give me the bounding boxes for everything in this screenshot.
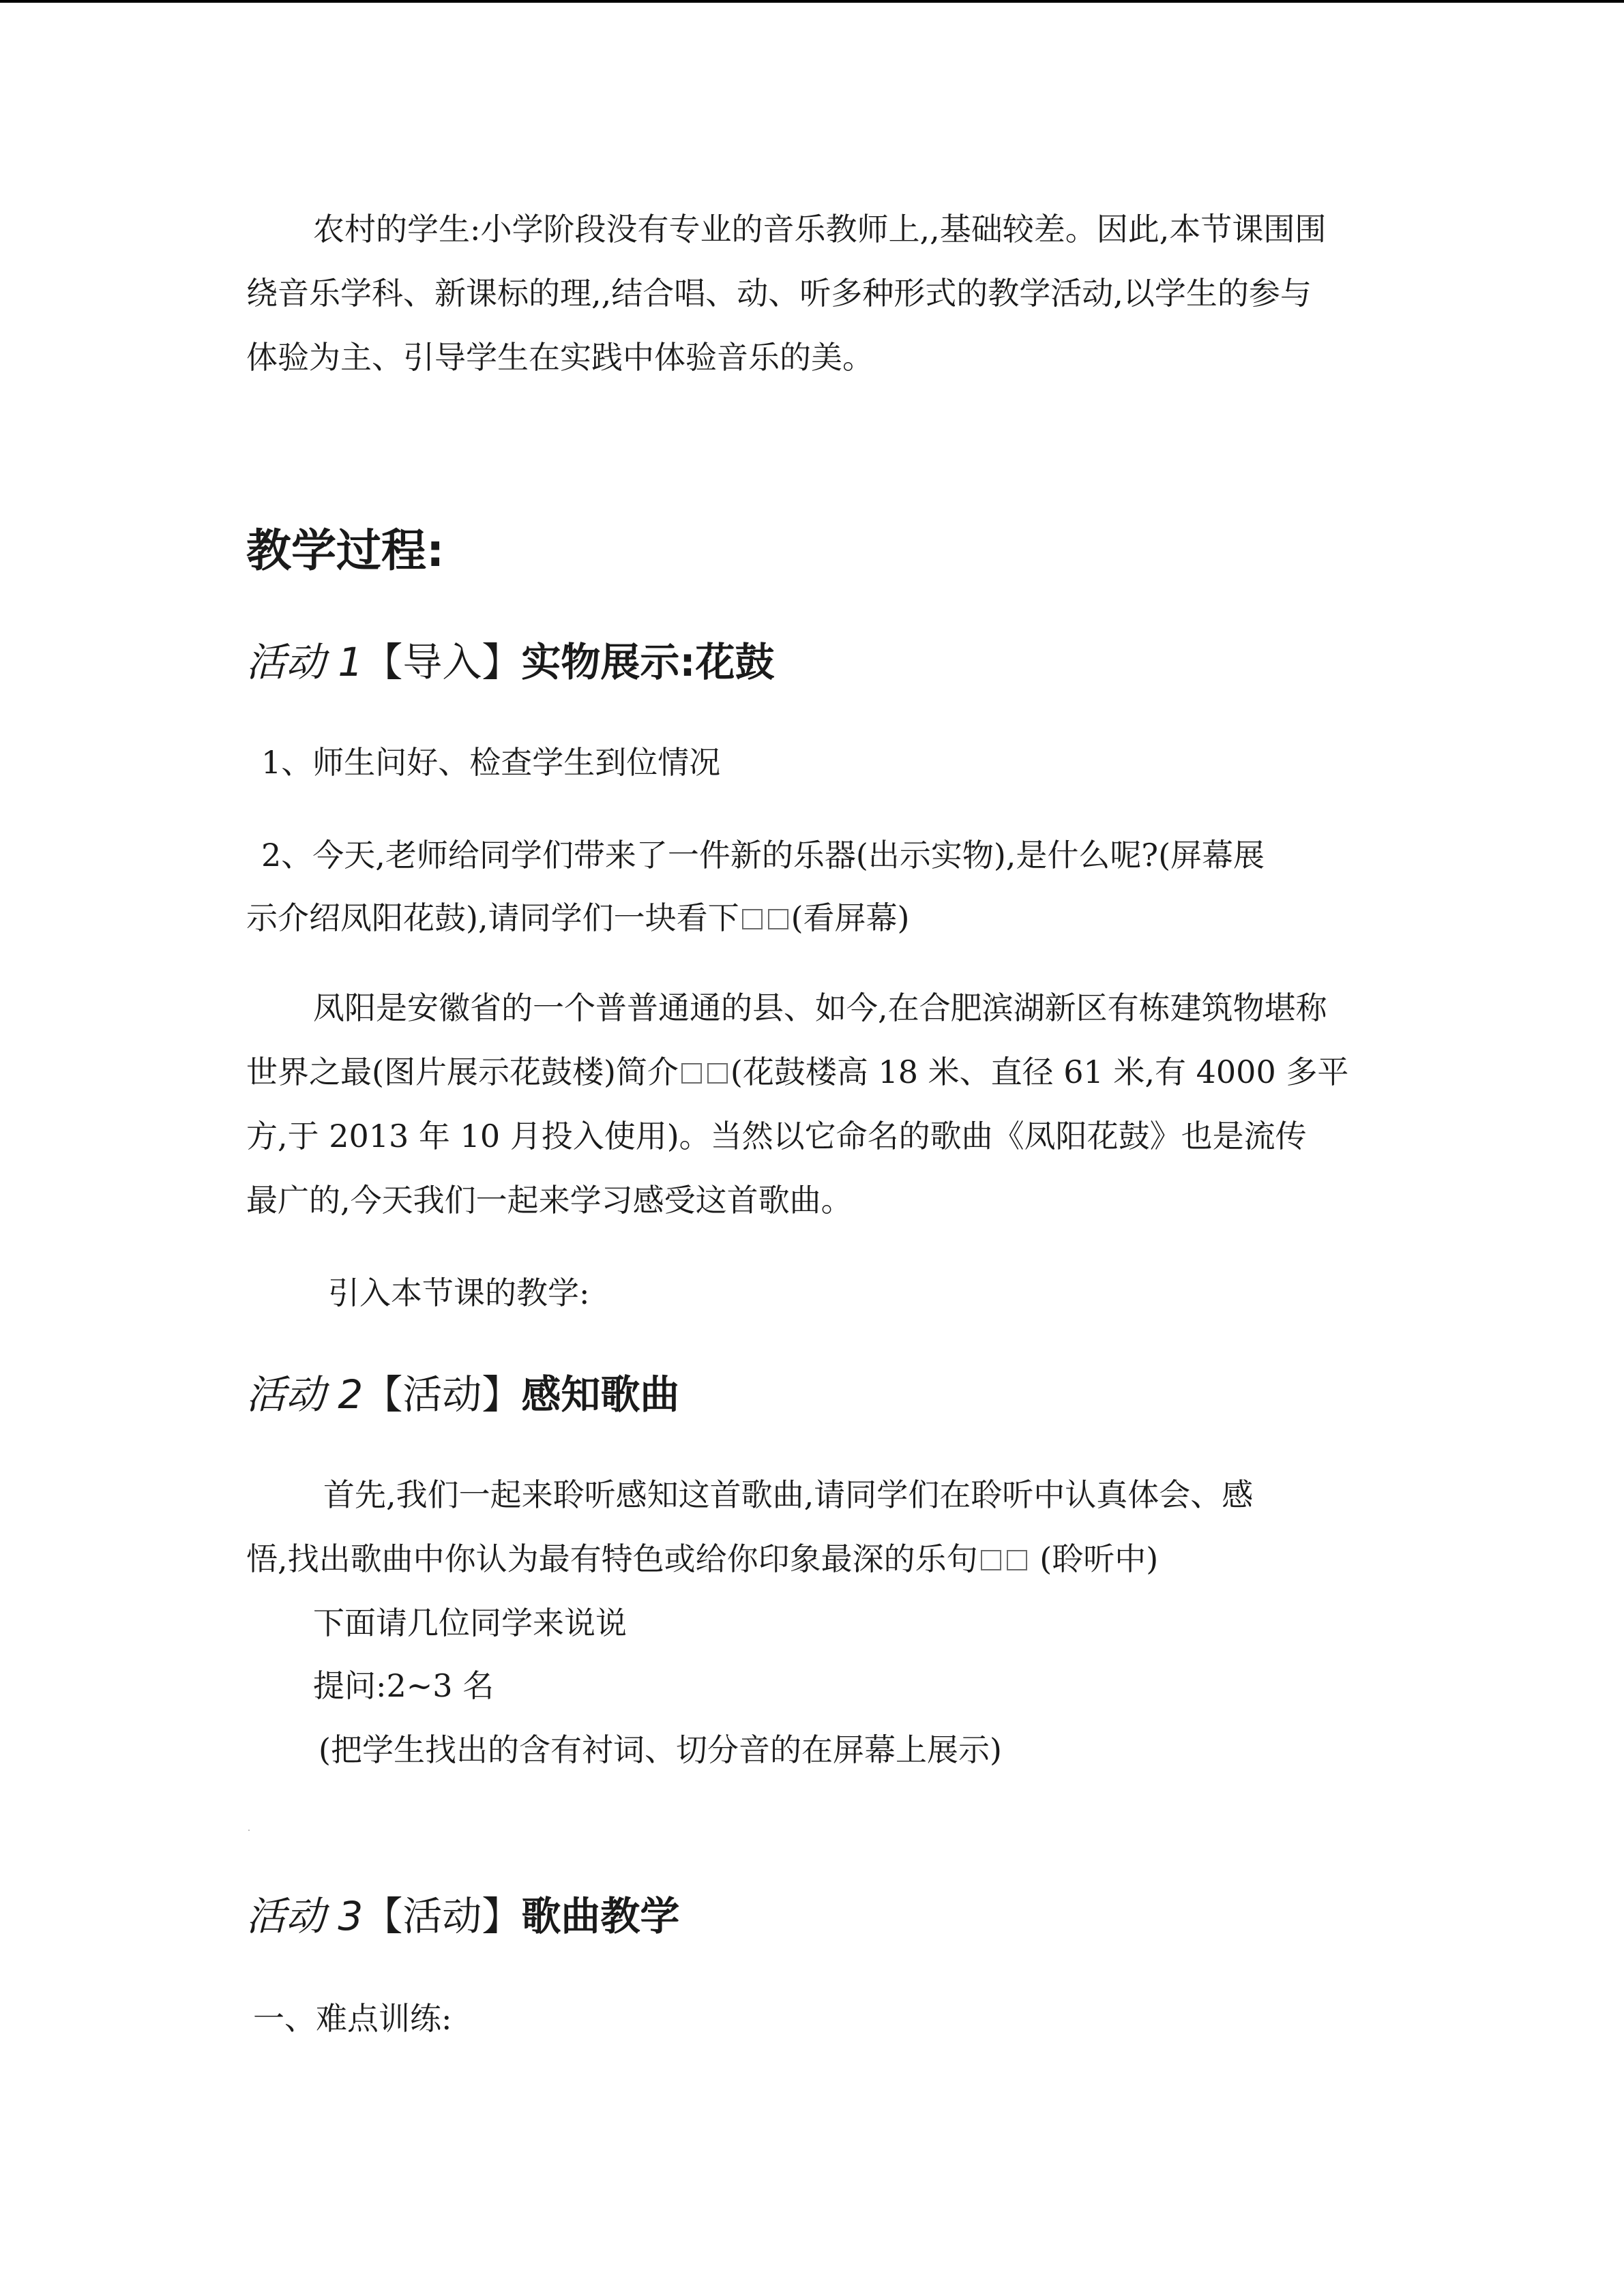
activity-1-number: 活动 1 bbox=[246, 639, 364, 685]
intro-line-2: 绕音乐学科、新课标的理,,结合唱、动、听多种形式的教学活动,以学生的参与 bbox=[246, 275, 1312, 312]
activity-3-tag: 【活动】 bbox=[363, 1893, 522, 1939]
activity-1-item-2-line-1: 2、今天,老师给同学们带来了一件新的乐器(出示实物),是什么呢?(屏幕展 bbox=[261, 837, 1265, 874]
activity-1-intro-line: 引入本节课的教学: bbox=[328, 1274, 590, 1311]
activity-1-title: 实物展示:花鼓 bbox=[521, 639, 775, 685]
activity-3-number: 活动 3 bbox=[246, 1893, 364, 1939]
activity-2-line-3: 下面请几位同学来说说 bbox=[313, 1605, 627, 1641]
placeholder-box-icon bbox=[981, 1550, 1001, 1570]
activity-1-para-text-a: 世界之最(图片展示花鼓楼)简介 bbox=[246, 1054, 679, 1090]
activity-1-para-line-4: 最广的,今天我们一起来学习感受这首歌曲。 bbox=[246, 1182, 853, 1219]
intro-line-1: 农村的学生:小学阶段没有专业的音乐教师上,,基础较差。因此,本节课围围 bbox=[313, 211, 1327, 248]
activity-3-heading bbox=[246, 1890, 679, 1942]
activity-2-para-line-1: 首先,我们一起来聆听感知这首歌曲,请同学们在聆听中认真体会、感 bbox=[323, 1476, 1254, 1513]
activity-1-item-1: 1、师生问好、检查学生到位情况 bbox=[261, 744, 721, 781]
activity-2-tag: 【活动】 bbox=[363, 1371, 522, 1418]
intro-line-3: 体验为主、引导学生在实践中体验音乐的美。 bbox=[246, 339, 874, 376]
activity-1-para-line-3: 方,于 2013 年 10 月投入使用)。当然以它命名的歌曲《凤阳花鼓》也是流传 bbox=[246, 1118, 1307, 1154]
activity-1-item-2-text-b: (看屏幕) bbox=[791, 899, 910, 936]
activity-3-item-1: 一、难点训练: bbox=[253, 2000, 452, 2037]
placeholder-box-icon bbox=[681, 1063, 702, 1084]
teaching-process-heading: 教学过程: bbox=[246, 524, 445, 577]
activity-1-heading bbox=[246, 636, 775, 688]
placeholder-box-icon bbox=[768, 909, 788, 929]
placeholder-box-icon bbox=[1007, 1550, 1027, 1570]
stray-mark bbox=[248, 1830, 250, 1831]
activity-1-para-text-b: (花鼓楼高 18 米、直径 61 米,有 4000 多平 bbox=[730, 1054, 1349, 1090]
activity-1-para-line-2 bbox=[246, 1052, 1348, 1092]
placeholder-box-icon bbox=[742, 909, 763, 929]
activity-2-para-text-b: (聆听中) bbox=[1029, 1540, 1159, 1577]
activity-1-para-line-1: 凤阳是安徽省的一个普普通通的县、如今,在合肥滨湖新区有栋建筑物堪称 bbox=[313, 989, 1327, 1026]
activity-2-heading bbox=[246, 1369, 679, 1420]
activity-1-tag: 【导入】 bbox=[363, 639, 522, 685]
activity-3-title: 歌曲教学 bbox=[521, 1893, 680, 1939]
activity-2-title: 感知歌曲 bbox=[521, 1371, 680, 1418]
activity-2-line-5: (把学生找出的含有衬词、切分音的在屏幕上展示) bbox=[319, 1731, 1002, 1768]
activity-1-item-2-text-a: 示介绍凤阳花鼓),请同学们一块看下 bbox=[246, 899, 739, 936]
activity-2-number: 活动 2 bbox=[246, 1371, 364, 1418]
activity-2-line-4: 提问:2~3 名 bbox=[313, 1667, 494, 1704]
activity-1-item-2-line-2 bbox=[246, 897, 909, 938]
activity-2-para-line-2 bbox=[246, 1538, 1158, 1579]
activity-2-para-text-a: 悟,找出歌曲中你认为最有特色或给你印象最深的乐句 bbox=[246, 1540, 978, 1577]
placeholder-box-icon bbox=[707, 1063, 728, 1084]
